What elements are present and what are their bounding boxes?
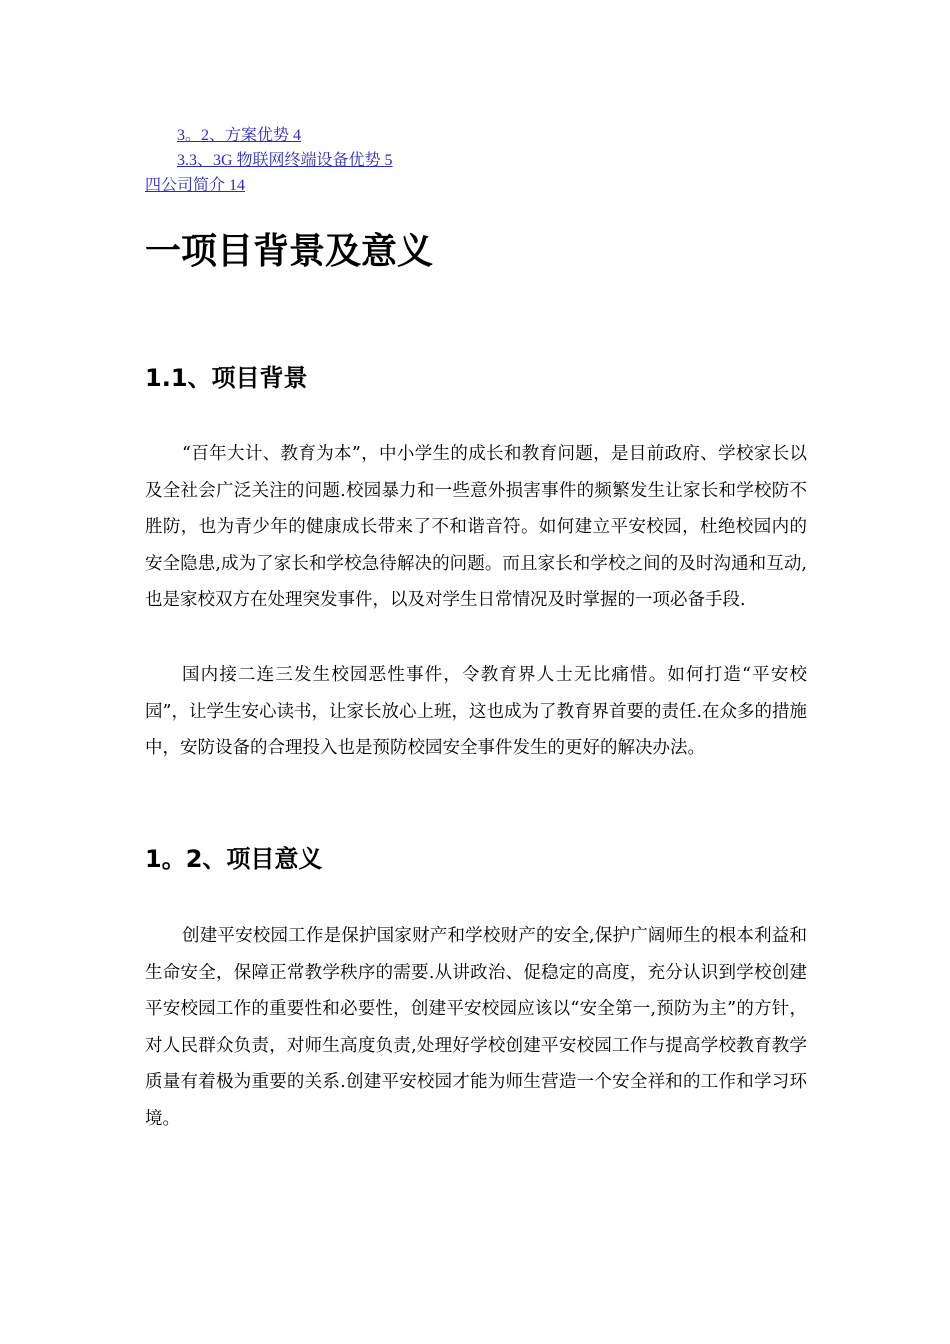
paragraph-background-2: 国内接二连三发生校园恶性事件，令教育界人士无比痛惜。如何打造“平安校园”，让学生安心读书，让家长放心上班，这也成为了教育界首要的责任.在众多的措施中，安防设备的合理投入也是预防校园安全事件发生的更好的解决办法。 (145, 665, 808, 758)
paragraph-significance: 创建平安校园工作是保护国家财产和学校财产的安全,保护广阔师生的根本利益和生命安全，保障正常教学秩序的需要.从讲政治、促稳定的高度，充分认识到学校创建平安校园工作的重要性和必要性，创建平安校园应该以“安全第一,预防为主”的方针，对人民群众负责，对师生高度负责,处理好学校创建平安校园工作与提高学校教育教学质量有着极为重要的关系.创建平安校园才能为师生营造一个安全祥和的工作和学习环境。 (145, 926, 807, 1129)
section-heading-1-2: 1。2、项目意义 (145, 845, 323, 873)
toc-link-3-2[interactable]: 3。2、方案优势 4 (177, 127, 302, 144)
section-heading-1-1: 1.1、项目背景 (145, 364, 308, 392)
toc-link-3-3[interactable]: 3.3、3G 物联网终端设备优势 5 (177, 152, 393, 169)
paragraph-background-1: “百年大计、教育为本”，中小学生的成长和教育问题，是目前政府、学校家长以及全社会广泛关注的问题.校园暴力和一些意外损害事件的频繁发生让家长和学校防不胜防，也为青少年的健康成长带来了不和谐音符。如何建立平安校园，杜绝校园内的安全隐患,成为了家长和学校急待解决的问题。而且家长和学校之间的及时沟通和互动,也是家校双方在处理突发事件，以及对学生日常情况及时掌握的一项必备手段. (145, 444, 807, 610)
chapter-heading: 一项目背景及意义 (145, 231, 434, 272)
toc-link-4[interactable]: 四公司简介 14 (145, 177, 246, 194)
